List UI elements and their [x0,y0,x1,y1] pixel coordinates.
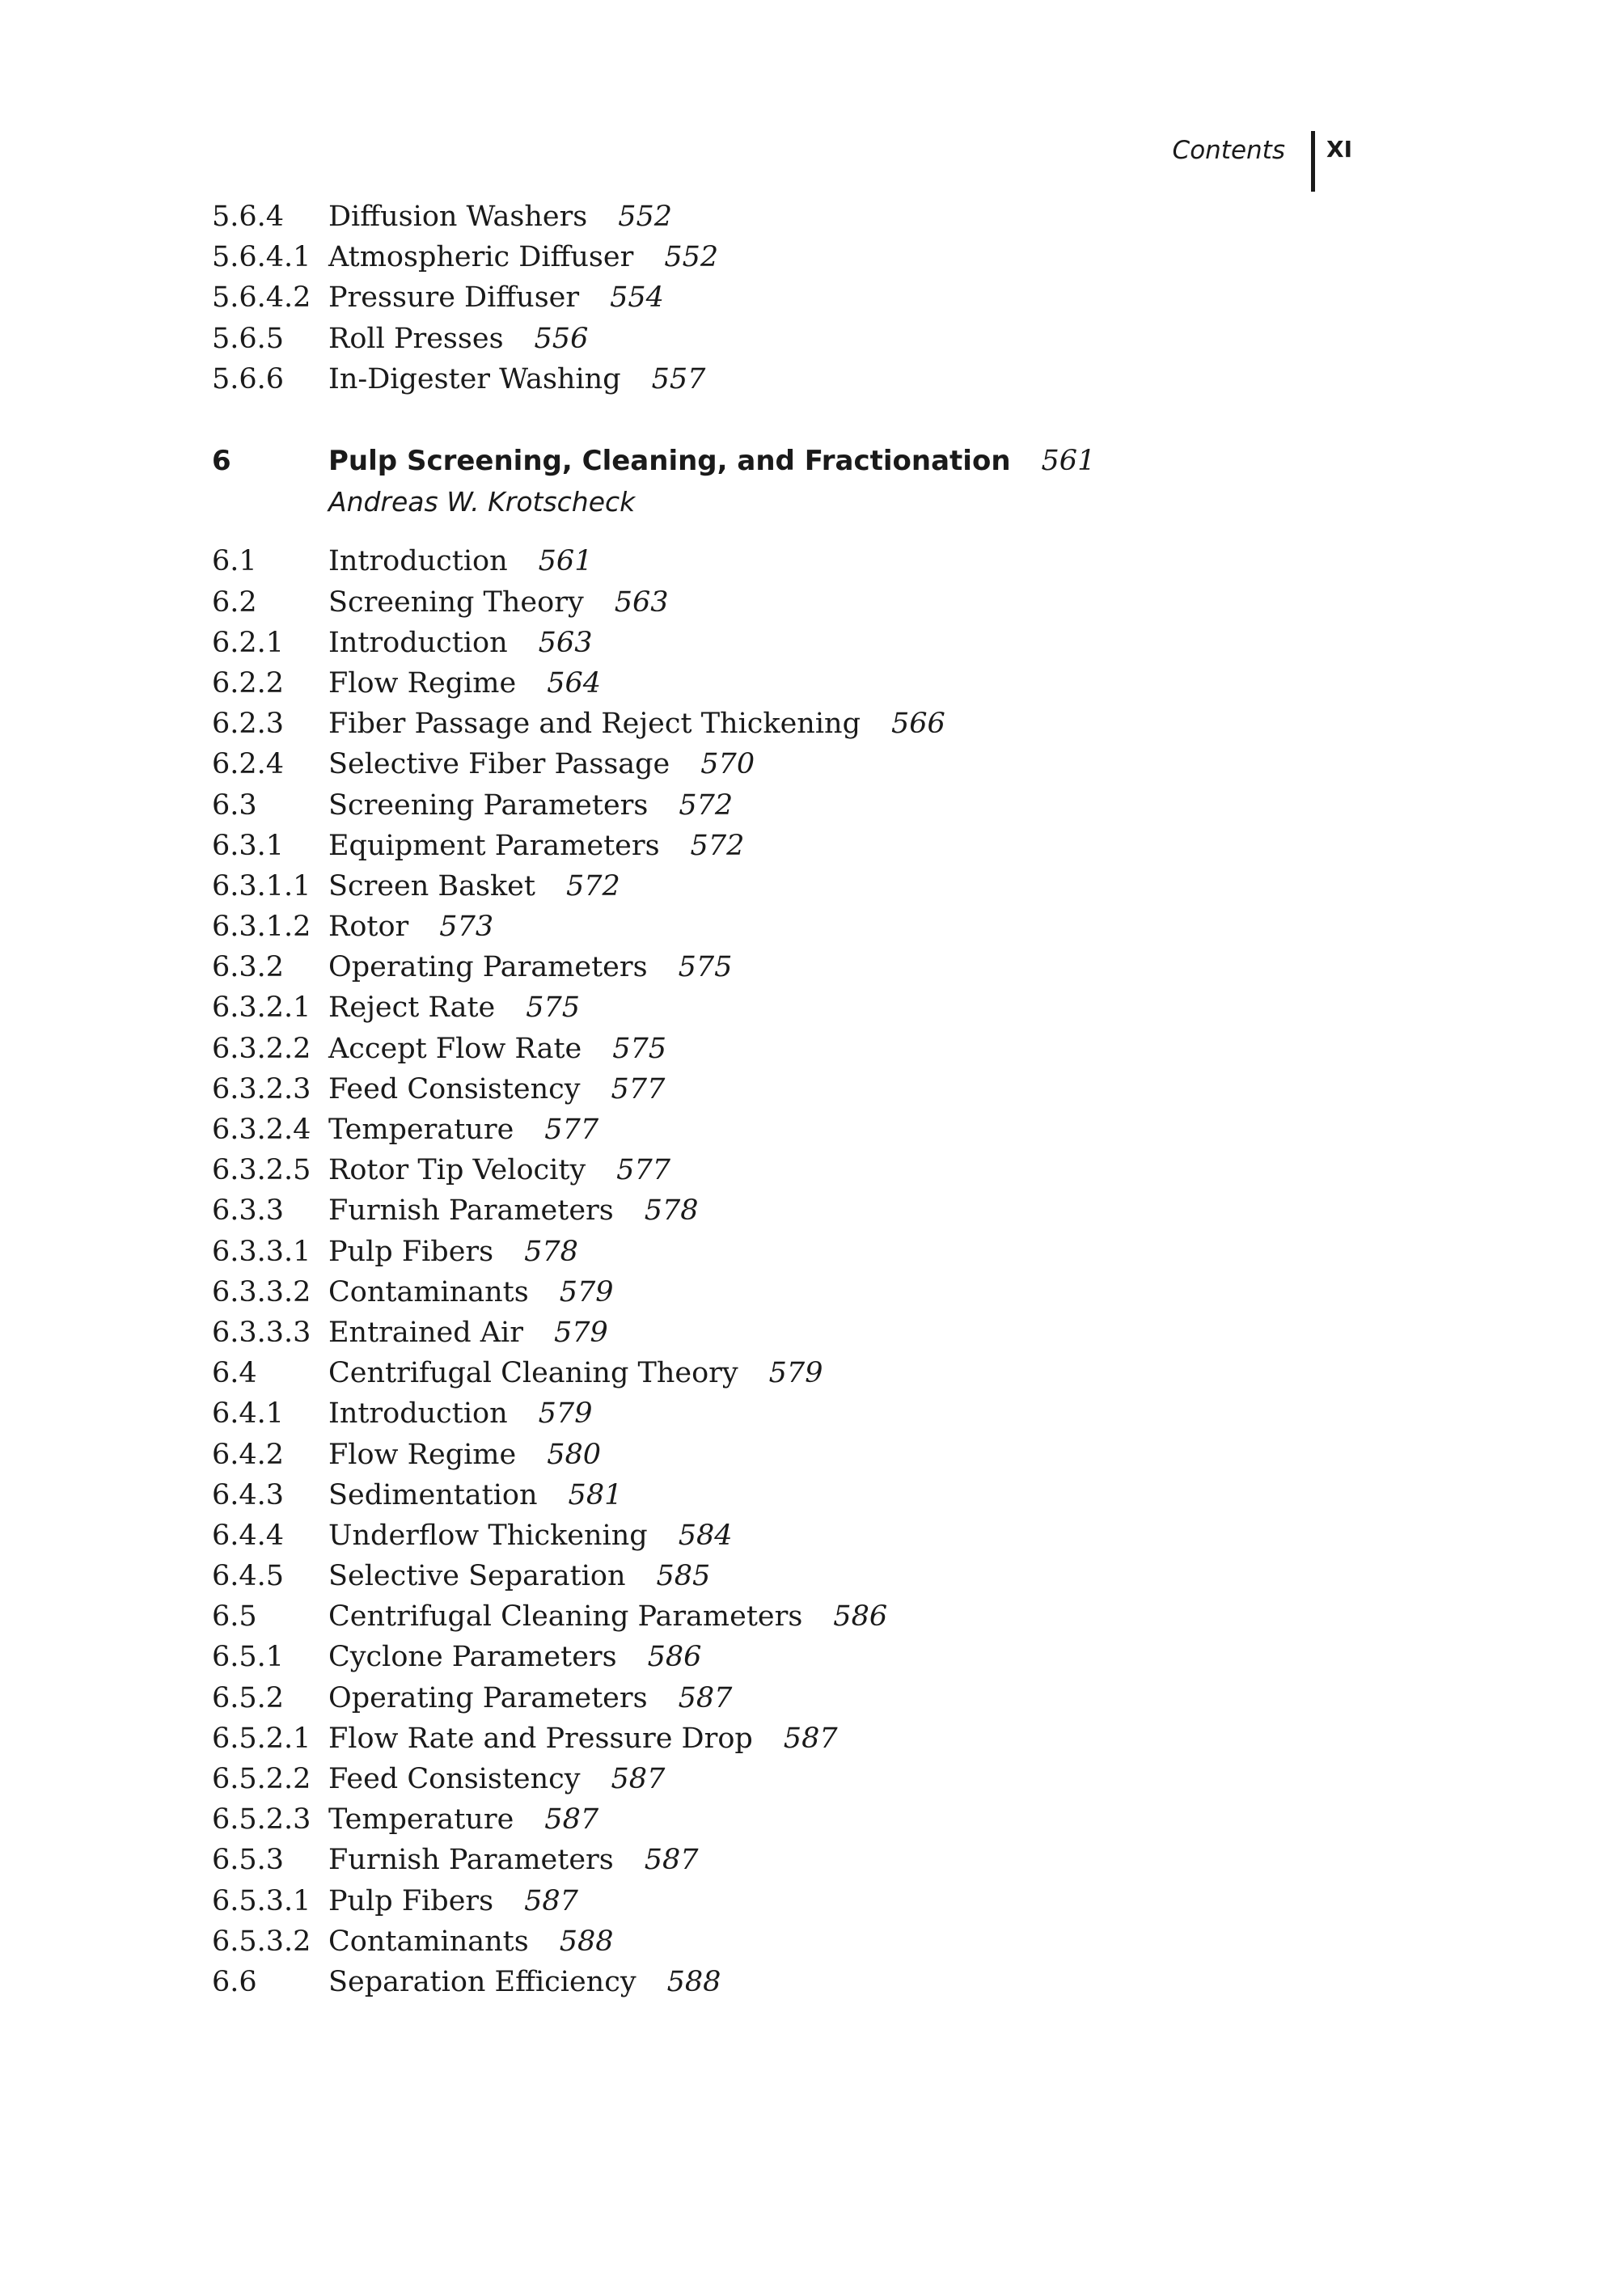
toc-entry [212,1029,1425,1069]
toc-entry [212,987,1425,1028]
toc-entry-page: 566 [890,708,945,741]
running-head-divider [1311,131,1315,192]
toc-entry [212,1637,1425,1677]
toc-entry [212,1556,1425,1596]
toc-entry [212,1475,1425,1515]
toc-entry [212,866,1425,907]
toc-entry-title: Contaminants [328,1925,529,1958]
toc-entry-title: Diffusion Washers [328,201,588,234]
toc-entry-page: 584 [678,1519,733,1552]
toc-entry-title: Introduction [328,626,508,659]
toc-entry-number: 6.3.2.5 [212,1154,311,1187]
toc-entry-number: 6.4.2 [212,1438,285,1471]
running-head-label: Contents [1172,136,1285,165]
toc-entry-title: Entrained Air [328,1316,523,1349]
toc-entry-number: 5.6.4.1 [212,241,311,274]
toc-entry-number: 6.3.2.1 [212,991,311,1025]
toc-entry-number: 6.4.4 [212,1519,285,1552]
toc-entry-page: 564 [547,666,602,700]
toc-entry-number: 6.5 [212,1600,257,1634]
toc-entry-title: In-Digester Washing [328,362,621,395]
toc-entry [212,1759,1425,1799]
toc-entry-title: Feed Consistency [328,1763,581,1796]
toc-entry [212,1596,1425,1637]
toc-entry [212,784,1425,825]
toc-entry-title: Accept Flow Rate [328,1032,582,1065]
toc-entry-title: Centrifugal Cleaning Theory [328,1357,738,1390]
toc-entry-title: Introduction [328,1397,508,1431]
toc-entry-number: 6.3.2.4 [212,1114,311,1147]
toc-entry-page: 586 [647,1641,702,1674]
toc-entry [212,541,1425,581]
toc-entry-number: 6.5.1 [212,1641,285,1674]
toc-entry-number: 6.2.4 [212,748,285,781]
toc-entry [212,947,1425,987]
toc-entry [212,1840,1425,1880]
toc-entry-page: 570 [700,748,755,781]
toc-entry-page: 575 [612,1032,667,1065]
toc-entry-number: 6.1 [212,545,257,578]
toc-entry-number: 6.5.3 [212,1844,285,1877]
toc-entry-page: 579 [553,1316,608,1349]
chapter-author-row [212,481,1425,522]
toc-entry-number: 6.3.1.1 [212,869,311,902]
toc-entry-title: Temperature [328,1803,514,1837]
toc-entry [212,1881,1425,1921]
toc-entry [212,826,1425,866]
toc-entry [212,237,1425,277]
toc-entry [212,1272,1425,1312]
toc-entry [212,623,1425,663]
toc-entry-number: 6.3.3 [212,1194,285,1228]
toc-entry-page: 580 [547,1438,602,1471]
toc-entry-number: 6.3.2.2 [212,1032,311,1065]
toc-entry-page: 573 [439,911,494,944]
toc-entry [212,1515,1425,1556]
toc-entry-title: Separation Efficiency [328,1965,636,1998]
toc-entry [212,359,1425,399]
toc-entry-page: 563 [614,585,669,619]
toc-entry-page: 554 [610,281,664,315]
toc-entry-page: 587 [524,1884,578,1917]
toc-entry-number: 6.5.2.3 [212,1803,311,1837]
toc-entry-number: 6.5.2 [212,1681,285,1714]
toc-entry-number: 6.3.3.2 [212,1275,311,1308]
toc-entry-title: Atmospheric Diffuser [328,241,634,274]
toc-entry-page: 587 [544,1803,599,1837]
toc-entry-title: Reject Rate [328,991,496,1025]
toc-entry-title: Equipment Parameters [328,829,660,862]
toc-entry [212,197,1425,237]
toc-entry-title: Flow Rate and Pressure Drop [328,1722,753,1755]
toc-entry-number: 6.5.2.1 [212,1722,311,1755]
table-of-contents [212,197,1425,2002]
toc-entry-number: 6.4.3 [212,1478,285,1511]
toc-entry-title: Pulp Fibers [328,1884,494,1917]
toc-entry [212,1962,1425,2002]
chapter-page: 561 [1041,445,1096,478]
toc-entry-number: 5.6.4.2 [212,281,311,315]
toc-entry-title: Furnish Parameters [328,1194,614,1228]
toc-entry [212,1921,1425,1962]
toc-entry-number: 6.3.1.2 [212,911,311,944]
toc-entry-title: Pulp Fibers [328,1235,494,1268]
toc-entry [212,1150,1425,1190]
toc-entry-title: Flow Regime [328,1438,517,1471]
toc-entry [212,704,1425,744]
toc-entry-title: Fiber Passage and Reject Thickening [328,708,861,741]
toc-entry-page: 579 [559,1275,614,1308]
toc-entry-page: 588 [559,1925,614,1958]
toc-entry-title: Underflow Thickening [328,1519,648,1552]
toc-entry-page: 572 [565,869,620,902]
toc-entry-page: 575 [526,991,581,1025]
toc-entry-page: 557 [651,362,706,395]
toc-entry-number: 6.2.3 [212,708,285,741]
toc-entry-title: Rotor Tip Velocity [328,1154,586,1187]
toc-entry [212,907,1425,947]
toc-entry-page: 581 [568,1478,623,1511]
toc-entry [212,1434,1425,1474]
toc-entry [212,319,1425,359]
running-head [1172,131,1456,196]
toc-entry-title: Screen Basket [328,869,535,902]
toc-entry-number: 6.4.5 [212,1560,285,1593]
toc-entry-number: 6.5.2.2 [212,1763,311,1796]
toc-entry-page: 579 [538,1397,593,1431]
toc-entry-title: Sedimentation [328,1478,538,1511]
toc-entry-number: 6.5.3.2 [212,1925,311,1958]
toc-section-chapter-6 [212,541,1425,2002]
toc-entry-page: 563 [538,626,593,659]
toc-entry-page: 577 [544,1114,599,1147]
toc-entry-number: 6.3.2 [212,951,285,984]
toc-entry-number: 5.6.5 [212,322,285,355]
toc-entry-page: 577 [616,1154,670,1187]
toc-entry-page: 587 [611,1763,666,1796]
toc-entry [212,1190,1425,1231]
toc-entry-page: 561 [538,545,593,578]
chapter-title: Pulp Screening, Cleaning, and Fractionation [328,445,1011,478]
toc-entry-title: Introduction [328,545,508,578]
toc-entry [212,1799,1425,1840]
toc-entry-page: 587 [783,1722,838,1755]
toc-entry-number: 6.3.1 [212,829,285,862]
toc-entry-number: 6.4 [212,1357,257,1390]
toc-entry-title: Operating Parameters [328,1681,648,1714]
toc-entry-number: 6.2.1 [212,626,285,659]
toc-section-previous-chapter [212,197,1425,399]
toc-entry-number: 6.3.3.3 [212,1316,311,1349]
toc-entry-page: 578 [644,1194,699,1228]
toc-entry-title: Screening Parameters [328,788,649,822]
spacer [212,522,1425,541]
toc-entry-title: Selective Fiber Passage [328,748,670,781]
toc-entry-title: Flow Regime [328,666,517,700]
toc-entry-title: Rotor [328,911,409,944]
toc-entry-number: 6.2.2 [212,666,285,700]
toc-entry [212,744,1425,784]
toc-entry-page: 577 [611,1072,666,1105]
toc-entry [212,1069,1425,1110]
toc-entry-title: Pressure Diffuser [328,281,580,315]
toc-entry-number: 6.3.3.1 [212,1235,311,1268]
toc-entry-page: 552 [664,241,719,274]
toc-entry-title: Screening Theory [328,585,584,619]
toc-entry-number: 6.5.3.1 [212,1884,311,1917]
toc-entry [212,1718,1425,1759]
toc-entry [212,663,1425,704]
toc-entry-title: Feed Consistency [328,1072,581,1105]
toc-entry-number: 6.3 [212,788,257,822]
toc-entry-title: Selective Separation [328,1560,626,1593]
toc-entry-page: 556 [534,322,589,355]
toc-entry [212,1353,1425,1393]
toc-entry-page: 579 [768,1357,823,1390]
toc-entry [212,1312,1425,1353]
toc-entry-title: Contaminants [328,1275,529,1308]
toc-entry-title: Operating Parameters [328,951,648,984]
toc-entry [212,1232,1425,1272]
toc-entry [212,277,1425,318]
toc-entry-page: 585 [656,1560,711,1593]
toc-entry [212,1678,1425,1718]
toc-entry-title: Roll Presses [328,322,504,355]
chapter-number: 6 [212,445,231,478]
toc-entry [212,1393,1425,1434]
chapter-heading [212,441,1425,481]
page-number: XI [1326,136,1353,163]
toc-entry-page: 588 [666,1965,721,1998]
toc-entry-page: 587 [678,1681,733,1714]
toc-entry-page: 552 [618,201,673,234]
toc-entry-page: 587 [644,1844,699,1877]
toc-entry-number: 6.3.2.3 [212,1072,311,1105]
toc-entry-page: 575 [678,951,733,984]
toc-entry-title: Furnish Parameters [328,1844,614,1877]
toc-entry-title: Centrifugal Cleaning Parameters [328,1600,803,1634]
toc-entry [212,1110,1425,1150]
toc-entry [212,582,1425,623]
toc-entry-number: 5.6.4 [212,201,285,234]
chapter-author: Andreas W. Krotscheck [328,485,636,518]
toc-entry-number: 6.4.1 [212,1397,285,1431]
toc-entry-title: Cyclone Parameters [328,1641,617,1674]
toc-entry-page: 586 [833,1600,888,1634]
toc-entry-number: 6.2 [212,585,257,619]
toc-entry-number: 5.6.6 [212,362,285,395]
toc-entry-page: 578 [524,1235,578,1268]
toc-entry-page: 572 [690,829,745,862]
toc-entry-title: Temperature [328,1114,514,1147]
toc-entry-page: 572 [679,788,734,822]
toc-entry-number: 6.6 [212,1965,257,1998]
